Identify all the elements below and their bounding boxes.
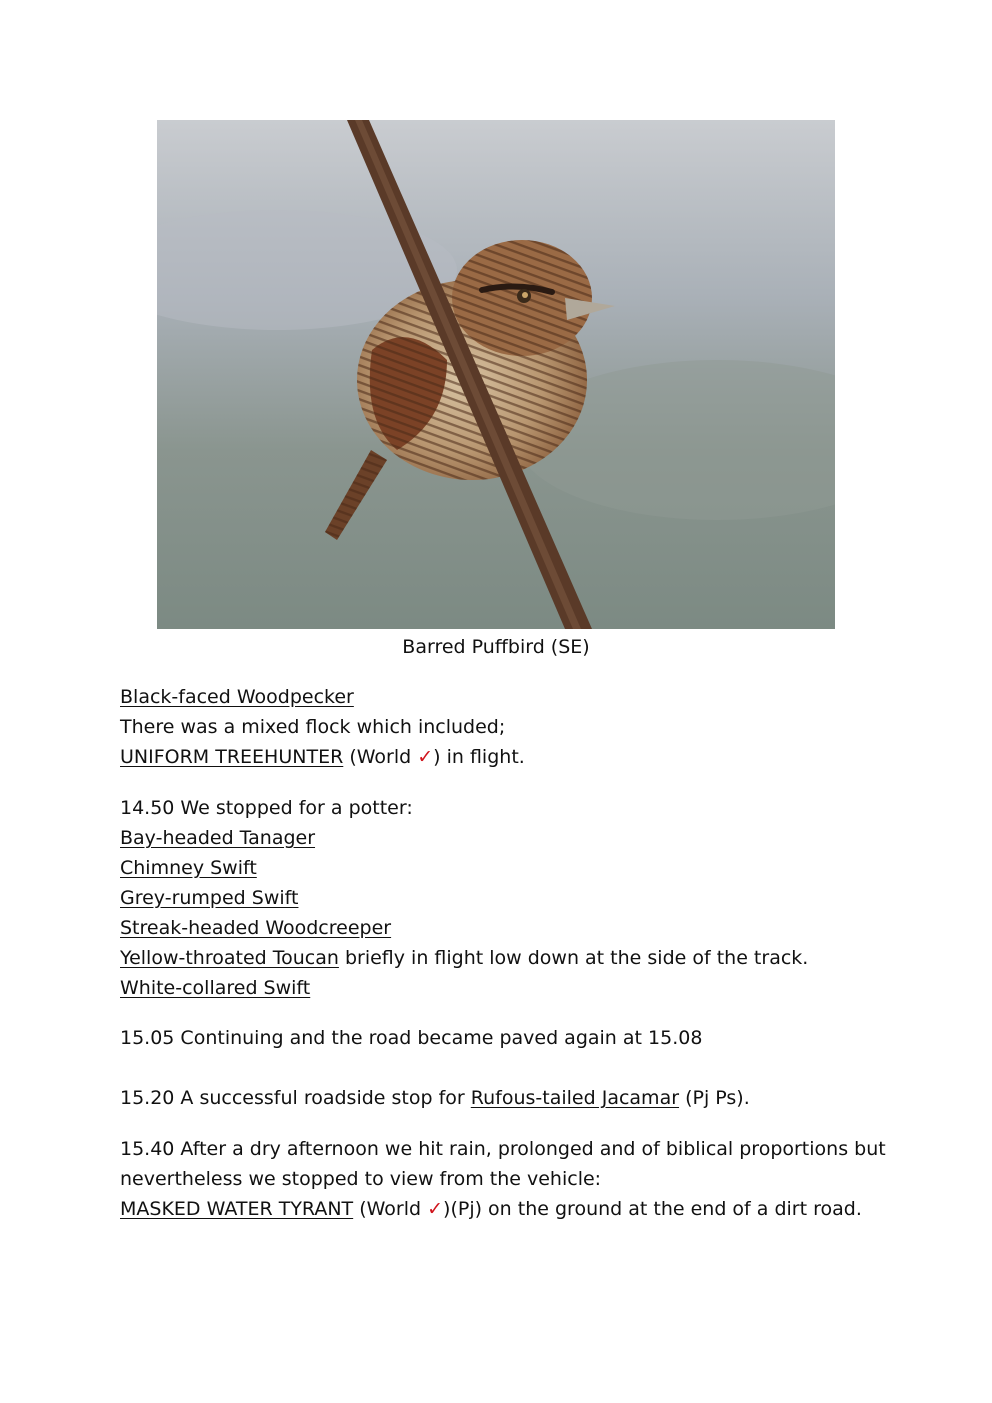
paragraph-paved-road — [120, 1023, 900, 1053]
check-icon: ✓ — [427, 1198, 444, 1220]
text-line: 15.05 Continuing and the road became paved again at 15.08 — [120, 1027, 703, 1049]
species-line — [120, 883, 900, 913]
text-suffix: (Pj Ps). — [679, 1087, 750, 1109]
text-line: There was a mixed flock which included; — [120, 716, 506, 738]
text-line: nevertheless we stopped to view from the vehicle: — [120, 1168, 602, 1190]
species-name: Black-faced Woodpecker — [120, 686, 354, 708]
species-line — [120, 742, 900, 772]
barred-puffbird-image — [157, 120, 835, 629]
species-name: White-collared Swift — [120, 977, 311, 999]
species-line — [120, 943, 900, 973]
species-line — [120, 682, 900, 712]
species-name: MASKED WATER TYRANT — [120, 1198, 354, 1220]
species-name: Chimney Swift — [120, 857, 257, 879]
world-note: (World — [349, 746, 418, 768]
paragraph-roadside-stop — [120, 1083, 900, 1113]
species-name: Bay-headed Tanager — [120, 827, 316, 849]
species-line — [120, 1194, 900, 1224]
species-line — [120, 973, 900, 1003]
species-name: Streak-headed Woodcreeper — [120, 917, 392, 939]
species-line — [120, 913, 900, 943]
paragraph-mixed-flock — [120, 682, 900, 772]
paragraph-potter-stop — [120, 793, 900, 1003]
species-name: Rufous-tailed Jacamar — [470, 1087, 680, 1109]
world-note-end: ) in flight. — [433, 746, 525, 768]
text-line: 14.50 We stopped for a potter: — [120, 797, 413, 819]
world-note: (World — [353, 1198, 428, 1220]
photo-caption: Barred Puffbird (SE) — [402, 636, 590, 658]
paragraph-rain-stop — [120, 1134, 900, 1224]
species-line — [120, 853, 900, 883]
check-icon: ✓ — [417, 746, 434, 768]
species-line — [120, 823, 900, 853]
species-note: briefly in flight low down at the side of the track. — [338, 947, 809, 969]
species-line — [120, 1083, 900, 1113]
text-prefix: 15.20 A successful roadside stop for — [120, 1087, 471, 1109]
world-note-end: )(Pj) on the ground at the end of a dirt road. — [443, 1198, 862, 1220]
text-line: 15.40 After a dry afternoon we hit rain, prolonged and of biblical proportions but — [120, 1138, 886, 1160]
species-name: Yellow-throated Toucan — [120, 947, 339, 969]
species-name: Grey-rumped Swift — [120, 887, 299, 909]
species-name: UNIFORM TREEHUNTER — [120, 746, 344, 768]
bird-photo — [157, 120, 835, 629]
